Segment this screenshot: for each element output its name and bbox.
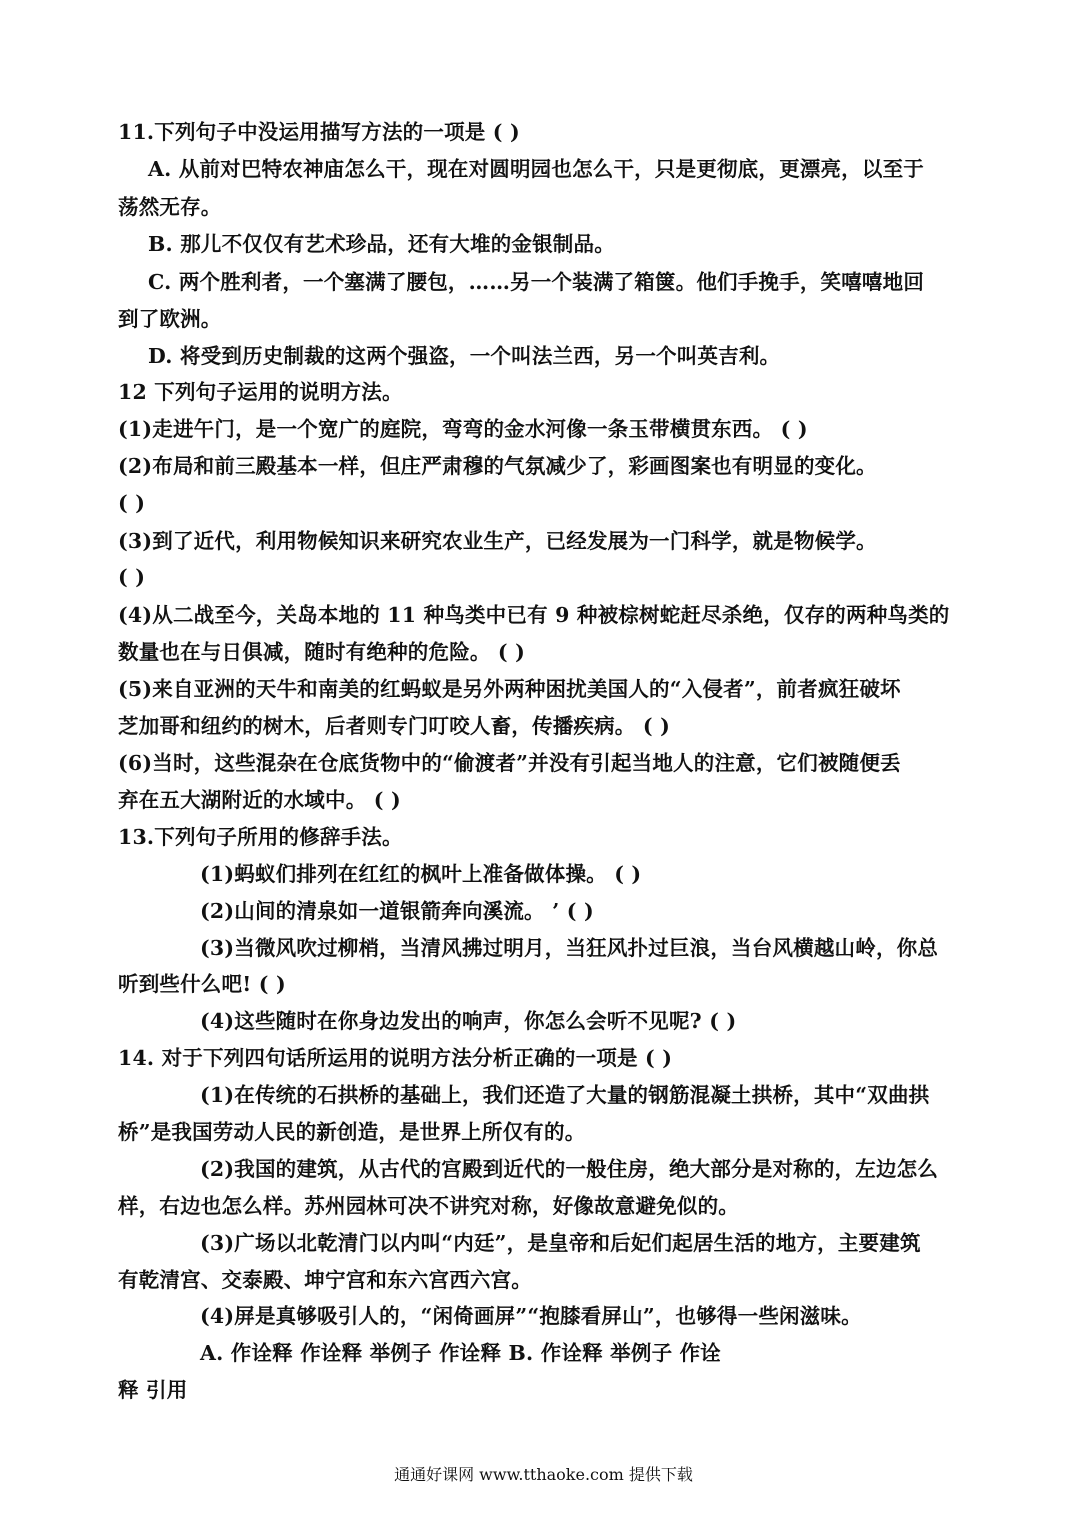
q11-option-b: B. 那儿不仅仅有艺术珍品，还有大堆的金银制品。 [148, 232, 615, 256]
q12-stem: 12 下列句子运用的说明方法。 [118, 380, 403, 404]
q14-sentence-1-line1: (1)在传统的石拱桥的基础上，我们还造了大量的钢筋混凝土拱桥，其中“双曲拱 [200, 1083, 930, 1107]
q14-sentence-3-line1: (3)广场以北乾清门以内叫“内廷”，是皇帝和后妃们起居生活的地方，主要建筑 [200, 1231, 921, 1255]
q12-sentence-1: (1)走进午门，是一个宽广的庭院，弯弯的金水河像一条玉带横贯东西。 ( ) [118, 417, 808, 441]
q12-sentence-2-blank: ( ) [118, 491, 146, 515]
q14-stem: 14. 对于下列四句话所运用的说明方法分析正确的一项是 ( ) [118, 1046, 673, 1070]
q12-sentence-6-line2: 弃在五大湖附近的水域中。 ( ) [118, 788, 401, 812]
q14-options-line1: A. 作诠释 作诠释 举例子 作诠释 B. 作诠释 举例子 作诠 [200, 1341, 722, 1365]
q12-sentence-3-blank: ( ) [118, 565, 146, 589]
q12-sentence-2-line1: (2)布局和前三殿基本一样，但庄严肃穆的气氛减少了，彩画图案也有明显的变化。 [118, 454, 877, 478]
q13-sentence-3-line2: 听到些什么吧! ( ) [118, 972, 286, 996]
q13-sentence-3-line1: (3)当微风吹过柳梢，当清风拂过明月，当狂风扑过巨浪，当台风横越山岭，你总 [200, 936, 939, 960]
q14-sentence-2-line2: 样，右边也怎么样。苏州园林可决不讲究对称，好像故意避免似的。 [118, 1194, 739, 1218]
q13-sentence-4: (4)这些随时在你身边发出的响声，你怎么会听不见呢? ( ) [200, 1009, 737, 1033]
q11-stem: 11.下列句子中没运用描写方法的一项是 ( ) [118, 120, 520, 144]
q12-sentence-6-line1: (6)当时，这些混杂在仓底货物中的“偷渡者”并没有引起当地人的注意，它们被随便丢 [118, 751, 901, 775]
q11-option-a-line1: A. 从前对巴特农神庙怎么干，现在对圆明园也怎么干，只是更彻底，更漂亮，以至于 [148, 157, 924, 181]
q14-sentence-3-line2: 有乾清宫、交泰殿、坤宁宫和东六宫西六宫。 [118, 1268, 532, 1292]
q14-options-line2: 释 引用 [118, 1378, 188, 1402]
q11-option-c-line2: 到了欧洲。 [118, 307, 222, 331]
q12-sentence-3-line1: (3)到了近代，利用物候知识来研究农业生产，已经发展为一门科学，就是物候学。 [118, 529, 877, 553]
q13-stem: 13.下列句子所用的修辞手法。 [118, 825, 403, 849]
footer-source: 通通好课网 www.tthaoke.com 提供下载 [394, 1465, 693, 1484]
q12-sentence-4-line1: (4)从二战至今，关岛本地的 11 种鸟类中已有 9 种被棕树蛇赶尽杀绝，仅存的两种鸟类的 [118, 603, 950, 627]
q11-option-c-line1: C. 两个胜利者，一个塞满了腰包，……另一个装满了箱箧。他们手挽手，笑嘻嘻地回 [148, 270, 925, 294]
q12-sentence-5-line1: (5)来自亚洲的天牛和南美的红蚂蚁是另外两种困扰美国人的“入侵者”，前者疯狂破坏 [118, 677, 901, 701]
q14-sentence-4: (4)屏是真够吸引人的，“闲倚画屏”“抱膝看屏山”，也够得一些闲滋味。 [200, 1304, 862, 1328]
q11-option-d: D. 将受到历史制裁的这两个强盗，一个叫法兰西，另一个叫英吉利。 [148, 344, 781, 368]
q12-sentence-5-line2: 芝加哥和纽约的树木，后者则专门叮咬人畜，传播疾病。 ( ) [118, 714, 670, 738]
q13-sentence-2: (2)山间的清泉如一道银箭奔向溪流。 ’ ( ) [200, 899, 594, 923]
q13-sentence-1: (1)蚂蚁们排列在红红的枫叶上准备做体操。 ( ) [200, 862, 642, 886]
q14-sentence-1-line2: 桥”是我国劳动人民的新创造，是世界上所仅有的。 [118, 1120, 586, 1144]
q11-option-a-line2: 荡然无存。 [118, 195, 222, 219]
q14-sentence-2-line1: (2)我国的建筑，从古代的宫殿到近代的一般住房，绝大部分是对称的，左边怎么 [200, 1157, 939, 1181]
q12-sentence-4-line2: 数量也在与日俱减，随时有绝种的危险。 ( ) [118, 640, 526, 664]
